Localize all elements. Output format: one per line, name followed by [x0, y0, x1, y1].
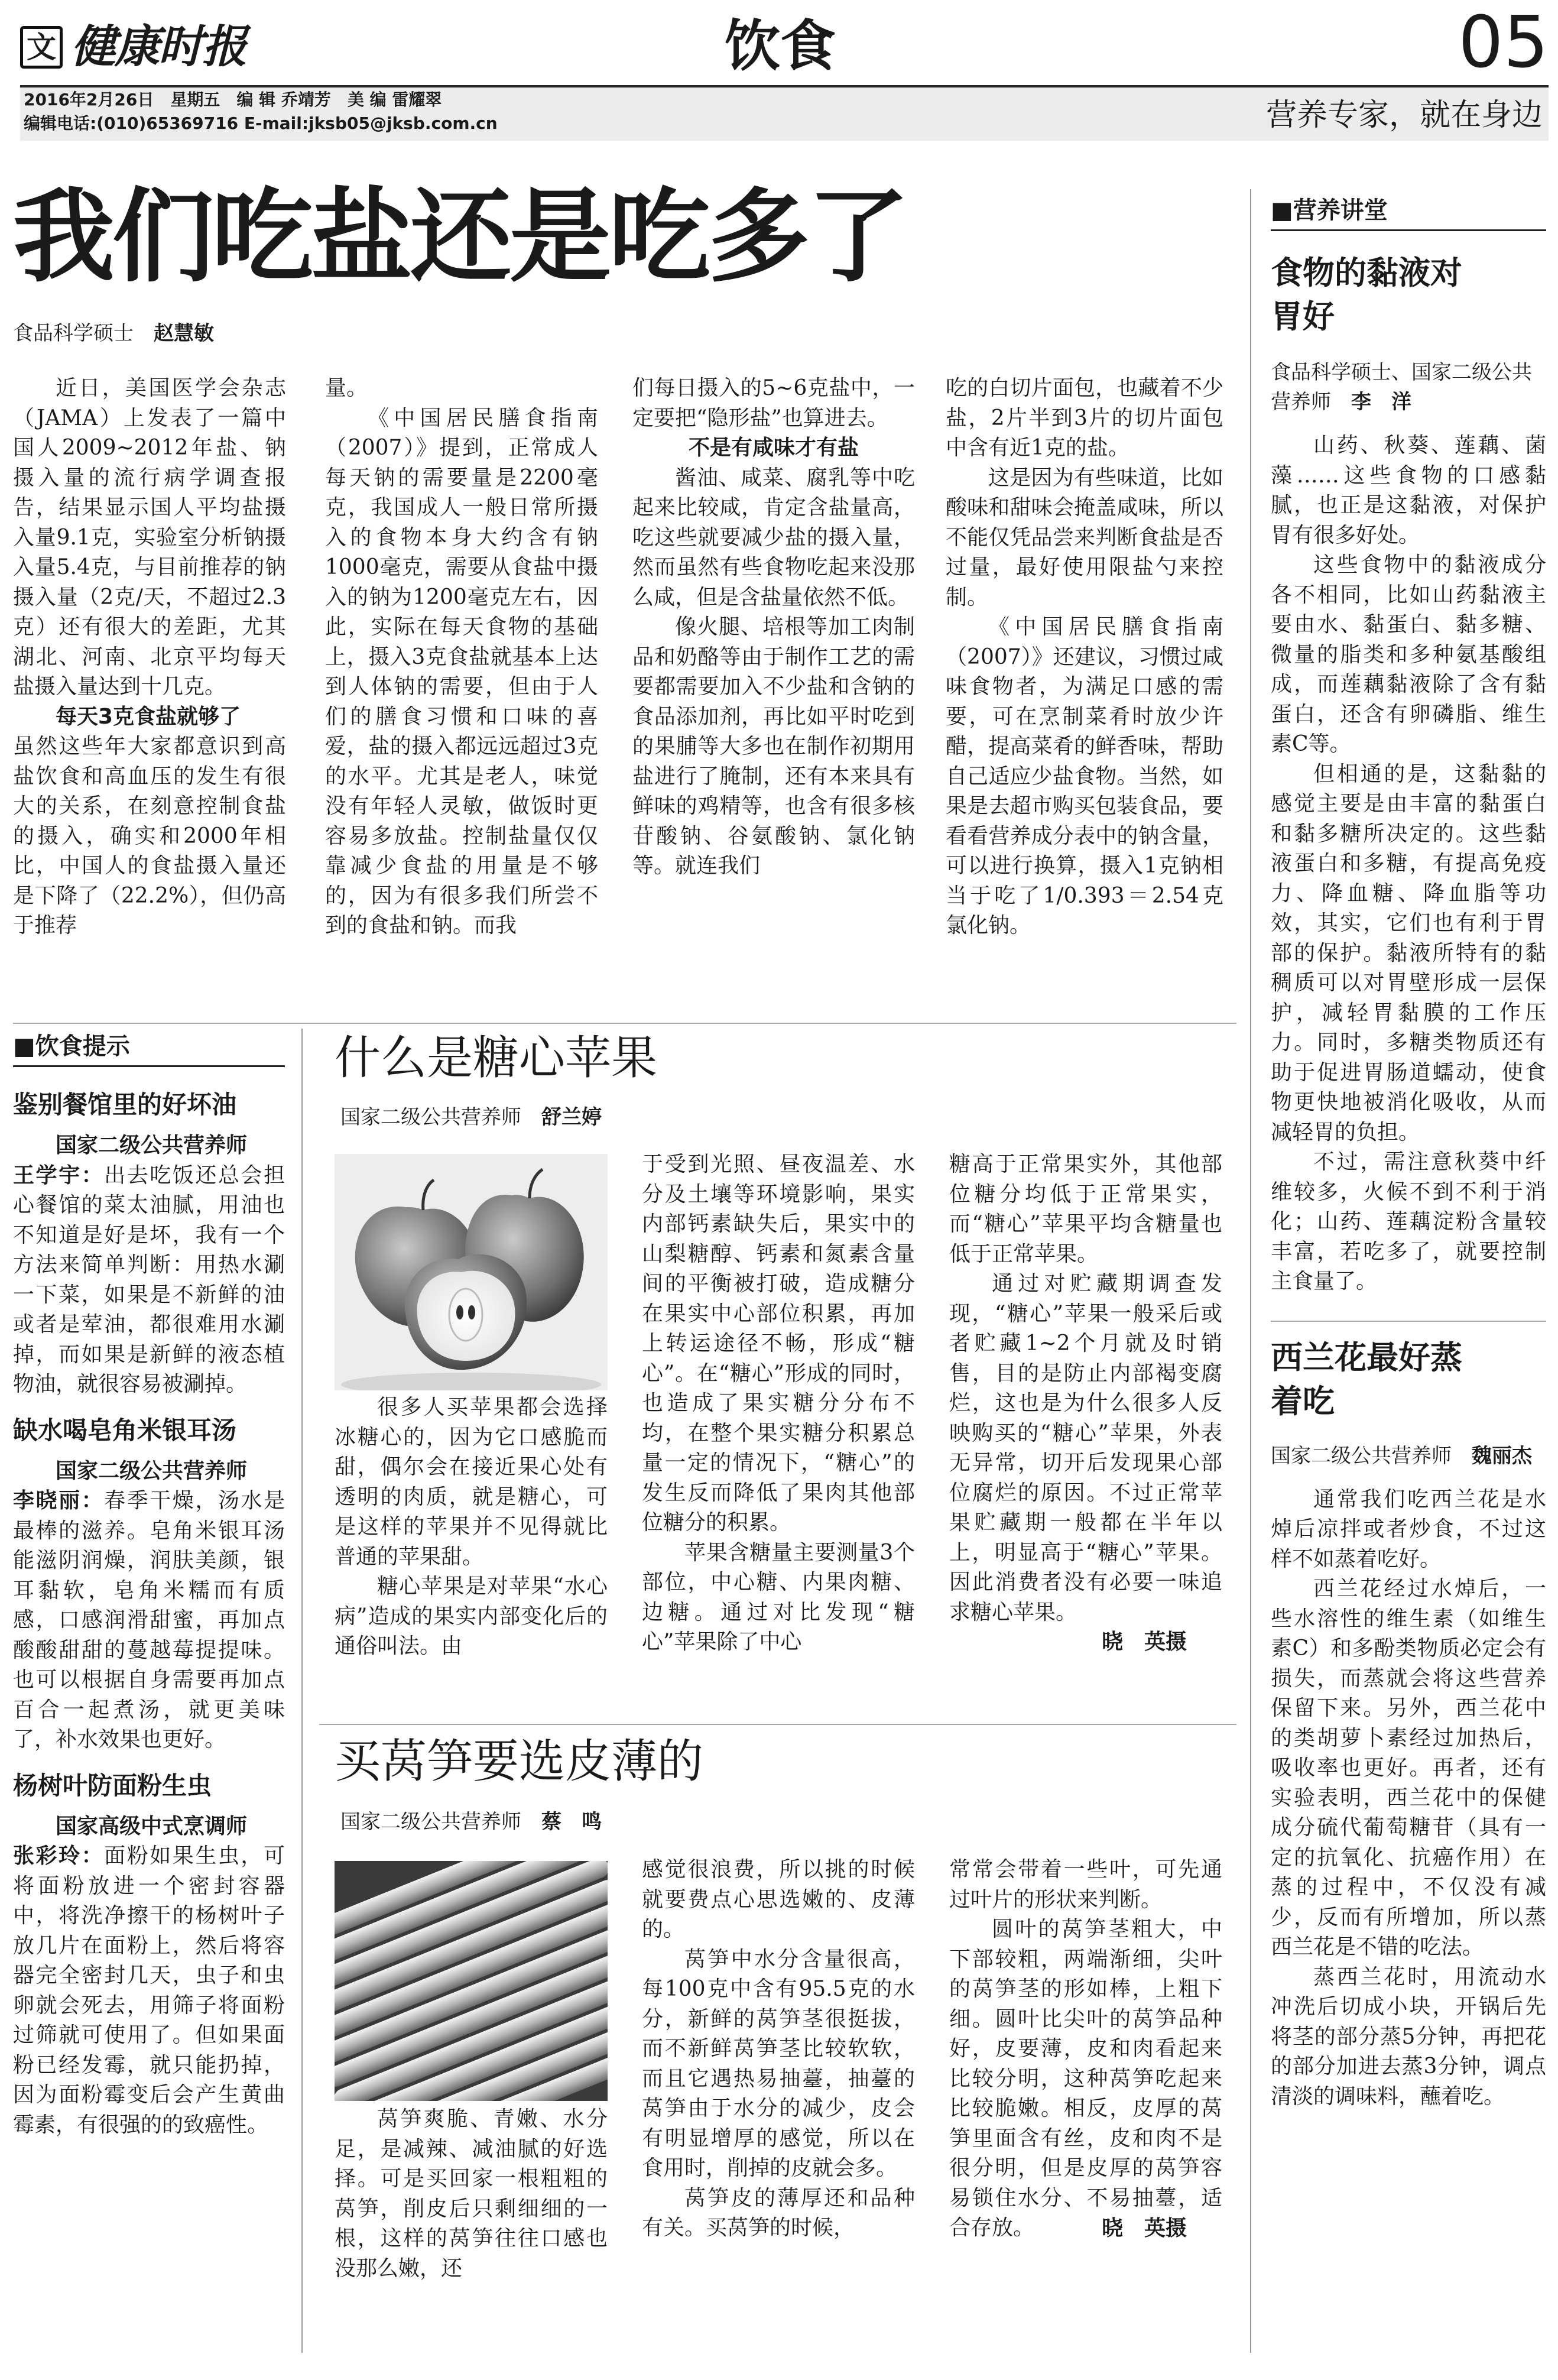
- tip-title: 鉴别餐馆里的好坏油: [13, 1090, 237, 1119]
- main-col-3: [632, 374, 915, 881]
- column-divider: [1250, 189, 1251, 2353]
- asparagus-article-byline: [340, 1808, 602, 1836]
- paragraph: 糖高于正常果实外，其他部位糖分均低于正常果实，而“糖心”苹果平均含糖量也低于正常苹果。: [949, 1152, 1222, 1266]
- paragraph: 苹果含糖量主要测量3个部位，中心糖、内果肉糖、边糖。通过对比发现“糖心”苹果除了中心: [642, 1540, 915, 1654]
- byline-name: 蔡 鸣: [541, 1810, 602, 1834]
- byline-name: 李 洋: [1351, 390, 1411, 414]
- main-article-title: 我们吃盐还是吃多了: [13, 176, 907, 296]
- paragraph: 这些食物中的黏液成分各不相同，比如山药黏液主要由水、黏蛋白、黏多糖、微量的脂类和多种氨基酸组成，而莲藕黏液除了含有黏蛋白，还含有卵磷脂、维生素C等。: [1271, 553, 1546, 756]
- tip-role: 国家高级中式烹调师: [56, 1814, 248, 1838]
- nutrition-article-title: 食物的黏液对胃好: [1271, 254, 1462, 335]
- asparagus-photo: [335, 1861, 608, 2101]
- nutrition-article-byline: [1271, 1441, 1546, 1471]
- tip-text: [13, 1161, 285, 1400]
- tip-title: 缺水喝皂角米银耳汤: [13, 1415, 237, 1445]
- byline-role: 食品科学硕士、国家二级公共营养师: [1271, 361, 1532, 414]
- column-divider: [301, 1029, 303, 2353]
- apple-col-2: [642, 1150, 915, 1658]
- photo-credit: 晓 英摄: [1101, 2216, 1187, 2240]
- byline-name: 舒兰婷: [541, 1105, 602, 1129]
- paragraph: 《中国居民膳食指南（2007）》提到，正常成人每天钠的需要量是2200毫克，我国成人一般日常所摄入的食物本身大约含有钠1000毫克，需要从食盐中摄入的钠为1200毫克左右，因此，实际在每天食物的基础上，摄入3克食盐就基本上达到人体钠的需要，但由于人们的膳食习惯和口味的喜爱，盐的摄入都远远超过3克的水平。尤其是老人，味觉没有年轻人灵敏，做饭时更容易多放盐。控制盐量仅仅靠减少食盐的用量是不够的，因为有很多我们所尝不到的食盐和钠。而我: [325, 406, 598, 938]
- main-col-1: [13, 374, 286, 941]
- byline-name: 魏丽杰: [1472, 1444, 1532, 1468]
- tip-text: [13, 1486, 285, 1755]
- main-col-4: [946, 374, 1223, 941]
- paragraph: 莴笋爽脆、青嫩、水分足，是减辣、减油腻的好选择。可是买回家一根粗粗的莴笋，削皮后只剩细细的一根，这样的莴笋往往口感也没那么嫩，还: [335, 2107, 608, 2281]
- paragraph: 山药、秋葵、莲藕、菌藻……这些食物的口感黏腻，也正是这黏液，对保护胃有很多好处。: [1271, 433, 1546, 547]
- photo-credit: 晓 英摄: [1101, 1630, 1187, 1654]
- tip-author: 张彩玲：: [13, 1844, 105, 1868]
- paragraph: 酱油、咸菜、腐乳等中吃起来比较咸，肯定含盐量高，吃这些就要减少盐的摄入量，然而虽然有些食物吃起来没那么咸，但是含盐量依然不低。: [632, 465, 915, 609]
- section-rule: [13, 1023, 1236, 1024]
- paragraph: 量。: [325, 376, 368, 400]
- tip-title: 杨树叶防面粉生虫: [13, 1771, 212, 1800]
- asparagus-col-3: [949, 1855, 1222, 2243]
- paragraph: 这是因为有些味道，比如酸味和甜味会掩盖咸味，所以不能仅凭品尝来判断食盐是否过量，最好使用限盐勺来控制。: [946, 465, 1223, 609]
- apple-col-3: [949, 1150, 1222, 1658]
- tip-role: 国家二级公共营养师: [56, 1458, 248, 1483]
- paragraph: 糖心苹果是对苹果“水心病”造成的果实内部变化后的通俗叫法。由: [335, 1574, 608, 1658]
- byline-role: 国家二级公共营养师: [1271, 1444, 1452, 1468]
- byline-role: 国家二级公共营养师: [340, 1810, 521, 1834]
- tip-role: 国家二级公共营养师: [56, 1133, 248, 1157]
- nutrition-column: [1271, 195, 1546, 2112]
- nutrition-article-body: [1271, 431, 1546, 1297]
- paragraph: 很多人买苹果都会选择冰糖心的，因为它口感脆而甜，偶尔会在接近果心处有透明的肉质，就是糖心，可是这样的苹果并不见得就比普通的苹果甜。: [335, 1395, 608, 1569]
- byline-role: 国家二级公共营养师: [340, 1105, 521, 1129]
- paragraph: 但相通的是，这黏黏的感觉主要是由丰富的黏蛋白和黏多糖所决定的。这些黏液蛋白和多糖，有提高免疫力、降血糖、降血脂等功效，其实，它们也有利于胃部的保护。黏液所特有的黏稠质可以对胃壁形成一层保护，减轻胃黏膜的工作压力。同时，多糖类物质还有助于促进胃肠道蠕动，使食物更快地被消化吸收，从而减轻胃的负担。: [1271, 761, 1546, 1144]
- logo-text: 健康时报: [71, 20, 246, 73]
- paragraph: 近日，美国医学会杂志（JAMA）上发表了一篇中国人2009~2012年盐、钠摄入量的流行病学调查报告，结果显示国人平均盐摄入量9.1克，实验室分析钠摄入量5.4克，与目前推荐的钠摄入量（2克/天，不超过2.3克）还有很大的差距，尤其湖北、河南、北京平均每天盐摄入量达到十几克。: [13, 376, 286, 699]
- paragraph: 圆叶的莴笋茎粗大，中下部较粗，两端渐细，尖叶的莴笋茎的形如棒，上粗下细。圆叶比尖叶的莴笋品种好，皮要薄，皮和肉看起来比较分明，这种莴笋吃起来比较脆嫩。相反，皮厚的莴笋里面含有丝，皮和肉不是很分明，但是皮厚的莴笋容易锁住水分、不易抽薹，适合存放。: [949, 1917, 1222, 2240]
- main-article-byline: [13, 319, 214, 348]
- main-col-2: [325, 374, 598, 941]
- subheading: 不是有咸味才有盐: [688, 436, 859, 460]
- subheading: 每天3克食盐就够了: [56, 704, 241, 729]
- paragraph: 们每日摄入的5~6克盐中，一定要把“隐形盐”也算进去。: [632, 376, 915, 430]
- paragraph: 吃的白切片面包，也藏着不少盐，2片半到3片的切片面包中含有近1克的盐。: [946, 376, 1223, 460]
- section-rule: [319, 1724, 1236, 1725]
- page-number: 05: [1458, 2, 1549, 84]
- section-title: 饮食: [724, 14, 836, 79]
- apple-photo: [335, 1154, 608, 1390]
- nutrition-article-title: 西兰花最好蒸着吃: [1271, 1338, 1462, 1420]
- apple-col-1: [335, 1393, 608, 1662]
- paragraph: 通常我们吃西兰花是水焯后凉拌或者炒食，不过这样不如蒸着吃好。: [1271, 1487, 1546, 1571]
- apple-article-byline: [340, 1103, 602, 1131]
- paragraph: 不过，需注意秋葵中纤维较多，火候不到不利于消化；山药、莲藕淀粉含量较丰富，若吃多了，就要控制主食量了。: [1271, 1150, 1546, 1293]
- tip-author: 李晓丽：: [13, 1489, 105, 1513]
- date-line: 2016年2月26日 星期五 编 辑 乔靖芳 美 编 雷耀翠: [24, 90, 442, 109]
- asparagus-col-1: [335, 2105, 608, 2284]
- paragraph: 莴笋皮的薄厚还和品种有关。买莴笋的时候，: [642, 2186, 915, 2240]
- tip-content: 春季干燥，汤水是最棒的滋养。皂角米银耳汤能滋阴润燥，润肤美颜，银耳黏软，皂角米糯而有质感，口感润滑甜蜜，再加点酸酸甜甜的蔓越莓提提味。也可以根据自身需要再加点百合一起煮汤，就更美味了，补水效果也更好。: [13, 1489, 285, 1752]
- logo: [20, 20, 257, 73]
- asparagus-col-2: [642, 1855, 915, 2243]
- byline-name: 赵慧敏: [154, 322, 214, 345]
- contact-line: 编辑电话:(010)65369716 E-mail:jksb05@jksb.com.cn: [24, 114, 498, 133]
- paragraph: 感觉很浪费，所以挑的时候就要费点心思选嫩的、皮薄的。: [642, 1857, 915, 1941]
- apple-image: [335, 1154, 608, 1390]
- paragraph: 西兰花经过水焯后，一些水溶性的维生素（如维生素C）和多酚类物质必定会有损失，而蒸就会将这些营养保留下来。另外，西兰花中的类胡萝卜素经过加热后，吸收率也更好。再者，还有实验表明，西兰花中的保健成分硫代葡萄糖苷（具有一定的抗氧化、抗癌作用）在蒸的过程中，不仅没有减少，反而有所增加，所以蒸西兰花是不错的吃法。: [1271, 1577, 1546, 1959]
- masthead: [0, 0, 1558, 148]
- tip-content: 面粉如果生虫，可将面粉放进一个密封容器中，将洗净擦干的杨树叶子放几片在面粉上，然后将容器完全密封几天，虫子和虫卵就会死去，用筛子将面粉过筛就可使用了。但如果面粉已经发霉，就只能扔掉，因为面粉霉变后会产生黄曲霉素，有很强的的致癌性。: [13, 1844, 285, 2137]
- nutrition-article-byline: [1271, 358, 1546, 417]
- paragraph: 常常会带着一些叶，可先通过叶片的形状来判断。: [949, 1857, 1222, 1912]
- paragraph: 像火腿、培根等加工肉制品和奶酪等由于制作工艺的需要都需要加入不少盐和含钠的食品添加剂，再比如平时吃到的果脯等大多也在制作初期用盐进行了腌制，还有本来具有鲜味的鸡精等，也含有很多核苷酸钠、谷氨酸钠、氯化钠等。就连我们: [632, 615, 915, 878]
- paragraph: 虽然这些年大家都意识到高盐饮食和高血压的发生有很大的关系，在刻意控制食盐的摄入，确实和2000年相比，中国人的食盐摄入量还是下降了（22.2%），但仍高于推荐: [13, 734, 286, 938]
- tip-body: [13, 1131, 285, 1400]
- tip-body: [13, 1457, 285, 1755]
- apple-article-title: 什么是糖心苹果: [335, 1032, 658, 1085]
- nutrition-article-body: [1271, 1485, 1546, 2112]
- tips-column: [13, 1029, 285, 2140]
- paragraph: 通过对贮藏期调查发现，“糖心”苹果一般采后或者贮藏1~2个月就及时销售，目的是防止内部褐变腐烂，这也是为什么很多人反映购买的“糖心”苹果，外表无异常，切开后发现果心部位腐烂的原因。不过正常苹果贮藏期一般都在半年以上，明显高于“糖心”苹果。因此消费者没有必要一味追求糖心苹果。: [949, 1272, 1222, 1625]
- paragraph: 莴笋中水分含量很高，每100克中含有95.5克的水分，新鲜的莴笋茎很挺拔，而不新鲜莴笋茎比较软软，而且它遇热易抽薹，抽薹的莴笋由于水分的减少，皮会有明显增厚的感觉，所以在食用时，削掉的皮就会多。: [642, 1947, 915, 2180]
- section-rule: [1271, 1321, 1546, 1322]
- tip-text: [13, 1841, 285, 2140]
- tip-author: 王学宇：: [13, 1163, 105, 1188]
- logo-mark-icon: 文: [20, 26, 63, 69]
- tips-section-header: ■饮食提示: [13, 1031, 285, 1067]
- paragraph: 蒸西兰花时，用流动水冲洗后切成小块，开锅后先将茎的部分蒸5分钟，再把花的部分加进去蒸3分钟，调点清淡的调味料，蘸着吃。: [1271, 1964, 1546, 2109]
- nutrition-section-header: ■营养讲堂: [1271, 195, 1546, 231]
- tip-body: [13, 1812, 285, 2141]
- paragraph: 《中国居民膳食指南（2007）》还建议，习惯过咸味食物者，为满足口感的需要，可在烹制菜肴时放少许醋，提高菜肴的鲜香味，帮助自己适应少盐食物。当然，如果是去超市购买包装食品，要看看营养成分表中的钠含量，可以进行换算，摄入1克钠相当于吃了1/0.393＝2.54克氯化钠。: [946, 615, 1223, 938]
- asparagus-image: [335, 1861, 608, 2101]
- byline-role: 食品科学硕士: [13, 322, 134, 345]
- slogan: 营养专家，就在身边: [1265, 98, 1543, 133]
- asparagus-article-title: 买莴笋要选皮薄的: [335, 1735, 704, 1788]
- tip-content: 出去吃饭还总会担心餐馆的菜太油腻，用油也不知道是好是坏，我有一个方法来简单判断：用热水涮一下菜，如果是不新鲜的油或者是荤油，都很难用水涮掉，而如果是新鲜的液态植物油，就很容易被涮掉。: [13, 1163, 285, 1396]
- paragraph: 于受到光照、昼夜温差、水分及土壤等环境影响，果实内部钙素缺失后，果实中的山梨糖醇、钙素和氮素含量间的平衡被打破，造成糖分在果实中心部位积累，再加上转运途径不畅，形成“糖心”。在“糖心”形成的同时，也造成了果实糖分分布不均，在整个果实糖分积累总量一定的情况下，“糖心”的发生反而降低了果肉其他部位糖分的积累。: [642, 1152, 915, 1535]
